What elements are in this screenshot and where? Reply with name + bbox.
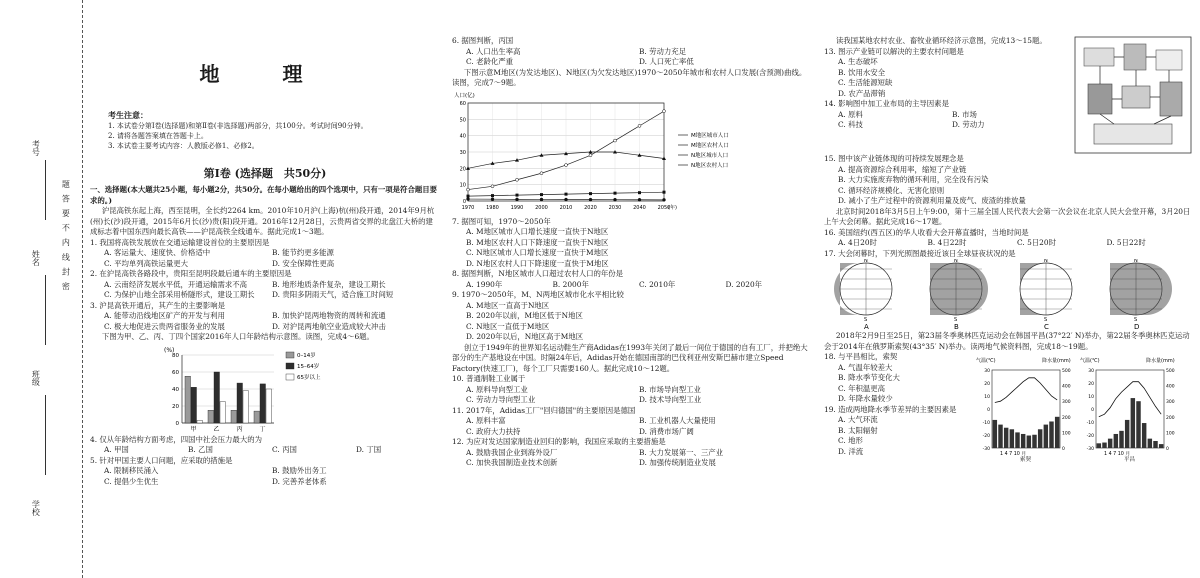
precip-bar [1038,429,1042,448]
barn-block [1124,44,1146,70]
temp-tick: -20 [1086,434,1094,440]
option: D. 农产品滞销 [838,88,886,98]
option: D. 2020年 [725,279,763,289]
precip-tick: 300 [1062,400,1071,406]
biogas-block [1088,84,1112,114]
north-label: N [864,259,868,265]
data-point [516,197,519,200]
option: D. 消费市场广阔 [639,426,694,436]
fill-line [45,160,46,220]
x-tick-label: 2030 [608,204,622,211]
data-point [516,178,519,181]
month-axis: 1 4 7 10 月 [1000,452,1027,458]
options [824,165,1196,207]
note-item: 2. 请将各题答案填在答题卡上。 [108,131,208,140]
bar [208,410,214,423]
y-tick-label: 20 [459,165,466,172]
y-tick-label: 80 [172,352,179,359]
precip-bar [1032,435,1036,448]
option: A. 甲国 [104,445,129,455]
y-tick-label: 60 [172,369,179,376]
option: B. 大力实施废弃物的循环利用，完全没有污染 [838,175,989,185]
option: C. 地形 [838,436,863,446]
legend-swatch [286,374,294,380]
globe-label: B [954,323,959,332]
option: A. 鼓励我国企业到海外设厂 [466,447,558,457]
option: A. M地区城市人口增长速度一直快于N地区 [466,227,609,237]
option: B. 乙国 [188,445,213,455]
option: A. 提高资源综合利用率，缩短了产业链 [838,164,967,174]
temp-tick: -30 [982,447,990,453]
option: A. 客运量大、速度快、价格适中 [104,248,211,258]
passage: 下图为甲、乙、丙、丁四个国家2016年人口年龄结构示意图。读图，完成4～6题。 [101,332,374,342]
livestock-block [1160,82,1182,116]
precip-tick: 300 [1166,400,1175,406]
passage: 2018年2月9日至25日，第23届冬季奥林匹克运动会在韩国平昌(37°22′ N)举办，第22届冬季奥林匹克运动会于2014年在俄罗斯索契(43°35′ N)举办。读两地气候资料图，完成18～19题。 [824,331,1190,351]
option: B. M地区农村人口下降速度一直快于N地区 [466,237,609,247]
passage: 北京时间2018年3月5日上午9:00，第十三届全国人民代表大会第一次会议在北京人民大会堂开幕，3月20日上午大会闭幕。据此完成16～17题。 [824,206,1191,227]
y-tick-label: 20 [172,403,179,410]
data-point [540,193,543,196]
question: 1. 我国将高铁发展放在交通运输建设首位的主要原因是 [90,237,270,247]
options [824,57,1066,99]
instructions: 一、选择题(本大题共25小题，每小题2分，共50分。在每小题给出的四个选项中，只有一项是符合题目要求的。) [90,185,438,205]
precip-tick: 0 [1166,447,1169,453]
legend-swatch [286,363,294,369]
options [90,311,440,332]
precip-bar [1015,433,1019,449]
data-point [589,153,592,156]
question: 5. 针对甲国主要人口问题，应采取的措施是 [90,455,233,465]
precip-tick: 100 [1166,431,1175,437]
options [452,385,812,406]
data-point [467,197,470,200]
precip-bar [993,420,997,448]
y-tick-label: 0 [175,420,179,427]
greenhouse-block [1156,50,1182,70]
bar [260,384,266,423]
option: B. 饮用水安全 [838,67,886,77]
temperature-axis-label: 气温(℃) [976,358,996,365]
legend-label: 0–14岁 [297,352,316,359]
x-tick-label: 1990 [510,204,524,211]
precip-axis-label: 降水量(mm) [1146,358,1175,365]
data-point [589,198,592,201]
options [824,110,1066,131]
data-point [516,193,519,196]
option: D. 2020年以后，N地区高于M地区 [466,332,584,342]
column-3 [824,0,1196,578]
bar [185,376,191,423]
precip-bar [1108,439,1112,448]
option: C. 提倡少生优生 [104,476,159,486]
bar [214,372,220,423]
options [824,363,972,405]
month-axis: 1 4 7 10 月 [1104,452,1131,458]
temp-tick: -30 [1086,447,1094,453]
data-point [491,197,494,200]
option: A. 大气环流 [838,415,878,425]
question: 18. 与平昌相比，索契 [824,352,898,362]
bar [266,389,272,423]
precip-bar [1136,401,1140,448]
temp-tick: 20 [984,382,990,388]
option: C. 加快我国制造业技术创新 [466,458,558,468]
y-axis-label: 人口(亿) [454,92,475,99]
precip-bar [1021,434,1025,448]
temp-tick: 0 [987,408,990,414]
data-point [467,194,470,197]
data-point [491,184,494,187]
data-point [540,171,543,174]
legend-label: N地区农村人口 [691,162,729,169]
precip-bar [1044,425,1048,448]
bar [237,383,243,423]
option: A. 原料 [838,109,863,119]
option: D. 技术导向型工业 [639,395,702,405]
option: A. 原料丰富 [466,416,506,426]
north-label: N [954,259,958,265]
data-point [589,192,592,195]
data-point [638,191,641,194]
globe-label: A [864,323,869,332]
question: 16. 美国纽约(西五区)的华人收看大会开幕直播时，当地时间是 [824,227,1029,237]
precip-tick: 500 [1166,369,1175,375]
precip-bar [998,425,1002,448]
option: D. 人口死亡率低 [639,57,694,67]
x-tick-label: 1970 [461,204,475,211]
option: B. 4日22时 [927,238,967,248]
south-label: S [1044,317,1048,324]
y-tick-label: 40 [172,386,179,393]
y-tick-label: 30 [459,149,466,156]
options [824,238,1196,249]
temp-tick: 10 [984,395,990,401]
processing-block [1122,86,1150,108]
class-label: 班级 [31,370,41,386]
option: C. 劳动力导向型工业 [466,395,536,405]
passage: 创立于1949年的世界知名运动鞋生产商Adidas在1993年关闭了最后一间位于德国的自有工厂，并把绝大部分的生产基地设在中国。时隔24年后，Adidas开始在德国南部的巴伐利亚州安斯巴赫市建立Speed Factory(快速工厂)，每个工厂只需要160人。据此完成10～12题。 [452,342,808,373]
option: C. 丙国 [272,445,297,455]
data-point [663,109,666,112]
option: A. 人口出生率高 [466,46,521,56]
temp-tick: -10 [982,421,990,427]
option: D. 加强传统制造业发展 [639,458,716,468]
north-label: N [1134,259,1138,265]
data-point [491,194,494,197]
option: B. 太阳辐射 [838,425,878,435]
notes-heading: 考生注意： [108,110,148,121]
option: A. 生态破坏 [838,57,878,67]
name-label: 姓名 [31,250,41,266]
precip-tick: 100 [1062,431,1071,437]
x-tick-label: 丁 [259,425,266,433]
precip-axis-label: 降水量(mm) [1042,358,1071,365]
legend-label: 65岁以上 [297,374,321,381]
option: A. 能带动沿线地区矿产的开发与利用 [104,311,225,321]
option: C. 平均单列高铁运量更大 [104,258,188,268]
options [452,47,812,68]
temp-tick: 10 [1088,395,1094,401]
option: B. 2000年 [552,279,589,289]
school-label: 学校 [31,500,41,516]
station-name: 平昌 [1124,457,1136,463]
x-tick-label: 2020 [584,204,597,211]
option: A. 1990年 [466,279,503,289]
x-tick-label: 2040 [633,204,646,211]
x-tick-label: 甲 [190,425,197,433]
precip-bar [1097,444,1101,449]
temp-tick: 30 [1088,369,1094,375]
note-item: 1. 本试卷分第Ⅰ卷(选择题)和第Ⅱ卷(非选择题)两部分，共100分。考试时间90分钟。 [108,121,368,130]
option: B. 市场 [952,109,977,119]
option: B. 工业机器人大量使用 [639,416,716,426]
precip-tick: 0 [1062,447,1065,453]
options [452,301,812,343]
temperature-curve [1099,382,1161,417]
question: 7. 据图可知，1970～2050年 [452,216,551,226]
data-point [565,192,568,195]
option: D. 完善养老体系 [272,476,327,486]
globe-label: C [1044,323,1049,332]
option: C. 极大地促进云贵两省服务业的发展 [104,321,225,331]
legend-label: N地区城市人口 [691,152,729,159]
plot-frame [1096,370,1164,448]
passage: 下图示意M地区(为发达地区)、N地区(为欠发达地区)1970～2050年城市和农村人口发展(含预测)曲线。读图，完成7～9题。 [452,67,807,88]
option: D. 减小了生产过程中的资源利用量及废气、废渣的排放量 [838,196,1026,206]
passage: 沪昆高铁东起上海，西至昆明，全长约2264 km。2010年10月沪(上海)杭(州)段开通，2014年9月杭(州)长(沙)段开通，2015年6月长(沙)贵(阳)段开通。2016年12月28日，云贵两省交界的北盘江大桥的建成标志着中国东西向最长高铁——沪昆高铁全线通车。据此完成1～3题。 [90,206,435,237]
precip-tick: 200 [1166,415,1175,421]
recycling-economy-diagram [1074,36,1192,154]
question: 8. 据图判断，N地区城市人口超过农村人口的年份是 [452,269,624,279]
option: C. 生活能源短缺 [838,78,893,88]
bar [220,402,226,423]
options [452,227,812,269]
option: C. 科技 [838,120,863,130]
x-tick-label: 2050 [657,204,671,211]
bar [254,411,260,423]
data-point [565,163,568,166]
fishpond-block [1094,124,1172,144]
temperature-axis-label: 气温(℃) [1080,358,1100,365]
question: 3. 沪昆高铁开通后，其产生的主要影响是 [90,300,226,310]
option: D. 洋流 [838,446,864,456]
option: B. 能节约更多能源 [272,248,334,258]
option: D. 年降水量较少 [838,394,893,404]
legend-label: 15–64岁 [297,363,320,370]
question: 6. 据图判断，丙国 [452,36,514,45]
data-point [614,198,617,201]
bar [197,420,203,423]
options [824,415,972,457]
precip-bar [1114,434,1118,448]
x-tick-label: 乙 [213,425,220,433]
kaohao-label: 考号 [31,140,41,156]
options [90,248,440,269]
column-1 [90,0,440,578]
options [452,448,812,469]
precip-bar [1010,429,1014,448]
option: A. 4日20时 [838,238,877,248]
option: C. 循环经济规模化、无害化原则 [838,185,945,195]
precip-tick: 500 [1062,369,1071,375]
precip-tick: 400 [1062,384,1071,390]
option: C. 2010年 [639,279,676,289]
option: C. N地区城市人口增长速度一直快于M地区 [466,248,609,258]
age-structure-chart [160,343,360,435]
question: 10. 普通制鞋工业属于 [452,374,526,384]
option: C. N地区一直低于M地区 [466,321,550,331]
north-label: N [1044,259,1048,265]
option: D. 5日22时 [1106,238,1146,248]
data-point [638,124,641,127]
option: C. 年积温更高 [838,383,886,393]
data-point [467,188,470,191]
question: 12. 为应对发达国家制造业回归的影响，我国应采取的主要措施是 [452,437,666,447]
precip-bar [1153,441,1157,448]
bar [243,391,249,423]
options [452,416,812,437]
precip-bar [1142,423,1146,448]
south-label: S [864,317,868,324]
illumination-globes [824,259,1184,331]
precip-tick: 400 [1166,384,1175,390]
column-2 [452,0,812,578]
x-tick-label: 2000 [535,204,548,211]
data-point [663,198,666,201]
climate-charts [972,352,1192,462]
question: 13. 图示产业链可以解决的主要农村问题是 [824,46,964,56]
seal-text: 题 答 要 不 内 线 封 密 [61,180,71,292]
option: D. 对沪昆两地航空业造成较大冲击 [272,321,386,331]
temp-tick: 20 [1088,382,1094,388]
option: B. 加快沪昆两地物资的周转和流通 [272,311,386,321]
temp-tick: -10 [1086,421,1094,427]
option: B. 市场导向型工业 [639,384,701,394]
exam-title: 地 理 [199,62,331,86]
station-name: 索契 [1020,457,1032,463]
temp-tick: 30 [984,369,990,375]
question: 14. 影响图中加工业布局的主导因素是 [824,99,949,109]
temp-tick: 0 [1091,408,1094,414]
precip-bar [1159,444,1163,448]
precip-bar [1027,436,1031,448]
x-tick-label: 1980 [486,204,499,211]
south-label: S [1134,317,1138,324]
question: 19. 造成两地降水季节差异的主要因素是 [824,404,957,414]
precip-bar [1055,417,1059,448]
binding-margin [0,0,83,578]
x-tick-label: 2010 [559,204,573,211]
options [90,466,440,487]
y-tick-label: 50 [459,116,466,123]
option: D. 贵阳多阴雨天气，适合施工时间短 [272,290,394,300]
precip-bar [1049,422,1053,449]
y-tick-label: 10 [459,182,466,189]
precip-bar [1119,431,1123,448]
y-tick-label: 0 [462,198,466,205]
option: B. 降水季节变化大 [838,373,900,383]
question: 15. 图中该产业链体现的可持续发展理念是 [824,154,964,163]
option: A. 限制移民涌入 [104,466,159,476]
population-line-chart [452,89,782,217]
fill-line [45,395,46,475]
data-point [663,190,666,193]
field-block [1084,48,1114,66]
option: D. 劳动力 [952,120,985,130]
data-point [638,198,641,201]
option: C. 政府大力扶持 [466,426,521,436]
y-axis-label: (%) [164,346,175,354]
option: D. 丁国 [356,445,382,455]
legend-label: M地区城市人口 [691,132,729,139]
option: D. N地区农村人口下降速度一直快于M地区 [466,258,609,268]
legend-swatch [286,352,294,358]
x-tick-label: 丙 [236,425,243,433]
options [452,280,812,291]
bar [191,387,197,423]
option: A. M地区一直高于N地区 [466,300,550,310]
question: 9. 1970～2050年，M、N两地区城市化水平相比较 [452,290,624,300]
option: D. 安全保障性更高 [272,258,335,268]
options [90,445,440,456]
data-point [614,191,617,194]
option: B. 劳动力充足 [639,46,687,56]
legend-label: M地区农村人口 [691,142,729,149]
option: A. 原料导向型工业 [466,384,528,394]
option: A. 云南经济发展水平低，开通运输需求不高 [104,279,248,289]
option: C. 5日20时 [1017,238,1056,248]
bar [231,410,237,423]
option: A. 气温年较差大 [838,362,893,372]
note-item: 3. 本试卷主要考试内容：人教版必修1、必修2。 [108,141,259,150]
globe-label: D [1134,323,1140,332]
question: 17. 大会闭幕时，下列光照图最接近该日全球昼夜状况的是 [824,248,1016,258]
precip-bar [1131,398,1135,448]
fill-line [45,275,46,345]
data-point [540,198,543,201]
south-label: S [954,317,958,324]
precip-bar [1102,443,1106,448]
question: 2. 在沪昆高铁各路段中，贵阳至昆明段最后通车的主要原因是 [90,269,292,279]
precip-bar [1004,428,1008,448]
data-point [565,198,568,201]
temperature-curve [995,378,1057,403]
precip-tick: 200 [1062,415,1071,421]
question: 4. 仅从年龄结构方面考虑，四国中社会压力最大的为 [90,434,262,444]
y-tick-label: 60 [459,100,466,107]
y-tick-label: 40 [459,133,466,140]
temp-tick: -20 [982,434,990,440]
option: C. 为保护山地全部采用桥隧形式，建设工期长 [104,290,255,300]
question: 11. 2017年，Adidas工厂"回归德国"的主要原因是德国 [452,405,636,415]
options [90,280,440,301]
option: C. 老龄化严重 [466,57,514,67]
option: B. 大力发展第一、三产业 [639,447,724,457]
data-point [614,139,617,142]
option: B. 鼓励外出务工 [272,466,327,476]
passage: 读我国某地农村农业、畜牧业循环经济示意图，完成13～15题。 [835,36,1047,45]
section-title: 第Ⅰ卷 (选择题 共50分) [203,166,327,180]
option: B. 地形地质条件复杂，建设工期长 [272,279,386,289]
option: B. 2020年以前，M地区低于N地区 [466,311,583,321]
precip-bar [1125,420,1129,448]
precip-bar [1148,439,1152,448]
x-axis-label: (年) [668,204,677,211]
